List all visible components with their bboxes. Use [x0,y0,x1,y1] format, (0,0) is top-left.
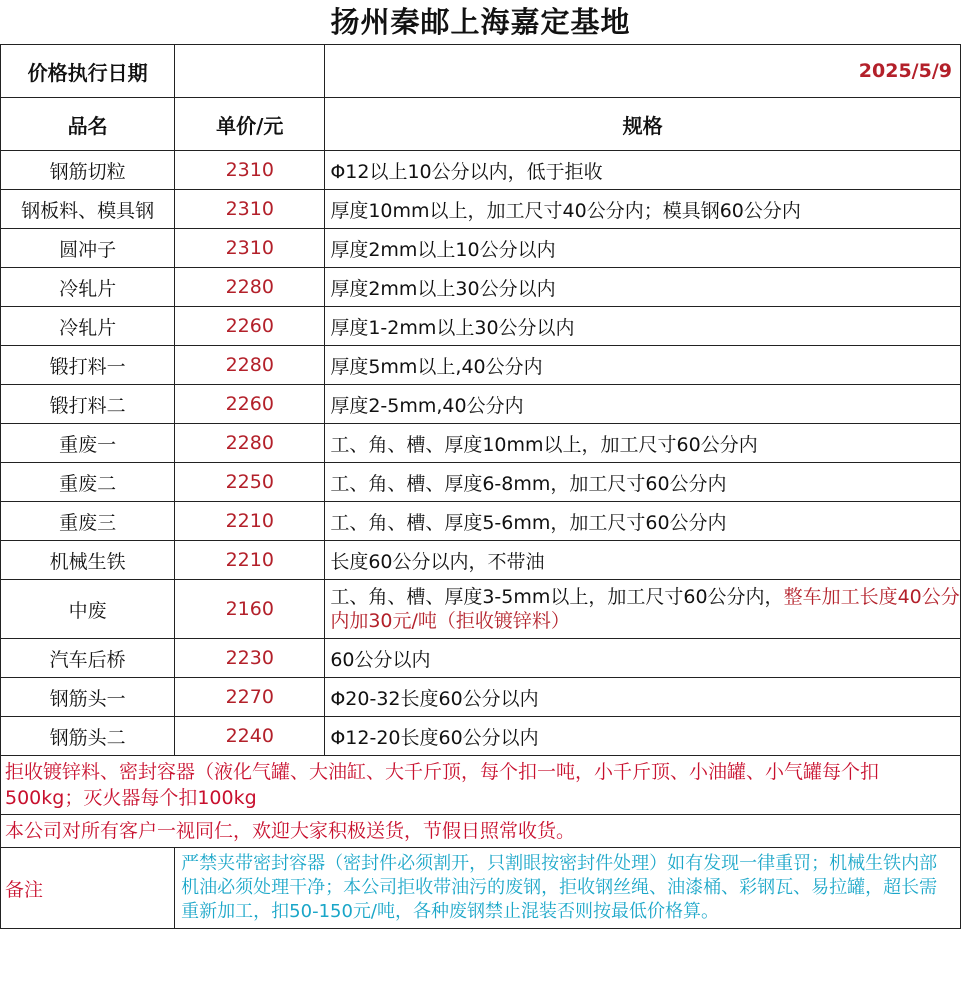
item-price: 2270 [175,678,325,717]
table-row [1,639,961,678]
item-spec: 60公分以内 [325,639,961,678]
item-spec-text: 工、角、槽、厚度3-5mm以上，加工尺寸60公分内， [330,586,784,608]
table-row [1,502,961,541]
item-spec: 工、角、槽、厚度6-8mm，加工尺寸60公分内 [325,463,961,502]
item-price: 2260 [175,385,325,424]
item-spec: Φ12以上10公分以内，低于拒收 [325,151,961,190]
item-name: 钢筋头二 [1,717,175,756]
item-price: 2280 [175,424,325,463]
date-empty-cell [175,45,325,98]
date-row [1,45,961,98]
item-price: 2260 [175,307,325,346]
item-price: 2210 [175,502,325,541]
item-spec: Φ20-32长度60公分以内 [325,678,961,717]
item-price: 2280 [175,268,325,307]
table-row [1,541,961,580]
header-spec: 规格 [325,98,961,151]
remark-row [1,848,961,929]
item-name: 重废二 [1,463,175,502]
table-row [1,717,961,756]
item-name: 钢筋头一 [1,678,175,717]
table-row [1,307,961,346]
table-row [1,229,961,268]
header-row [1,98,961,151]
item-spec: 工、角、槽、厚度5-6mm，加工尺寸60公分内 [325,502,961,541]
price-table [0,44,961,929]
note-row-2 [1,815,961,848]
item-price: 2210 [175,541,325,580]
table-row [1,346,961,385]
table-row [1,385,961,424]
item-name: 圆冲子 [1,229,175,268]
item-name: 钢筋切粒 [1,151,175,190]
table-row-special [1,580,961,639]
note-row-1 [1,756,961,815]
item-name: 重废三 [1,502,175,541]
page-title: 扬州秦邮上海嘉定基地 [330,5,631,39]
item-name: 冷轧片 [1,268,175,307]
item-spec: 工、角、槽、厚度10mm以上，加工尺寸60公分内 [325,424,961,463]
item-spec: 厚度2-5mm,40公分内 [325,385,961,424]
remark-label: 备注 [1,848,175,929]
item-price: 2230 [175,639,325,678]
item-name: 汽车后桥 [1,639,175,678]
item-name: 锻打料二 [1,385,175,424]
item-spec: 厚度2mm以上10公分以内 [325,229,961,268]
item-name: 重废一 [1,424,175,463]
table-row [1,463,961,502]
item-spec: Φ12-20长度60公分以内 [325,717,961,756]
item-spec-highlight: 整车加工长度40公分内加30元/吨（拒收镀锌料） [330,586,960,632]
table-row [1,151,961,190]
header-price: 单价/元 [175,98,325,151]
item-name: 钢板料、模具钢 [1,190,175,229]
item-price: 2280 [175,346,325,385]
item-price: 2310 [175,151,325,190]
table-row [1,190,961,229]
date-value: 2025/5/9 [325,45,961,98]
table-row [1,268,961,307]
table-row [1,424,961,463]
item-price: 2160 [175,580,325,639]
item-spec: 长度60公分以内，不带油 [325,541,961,580]
remark-text: 严禁夹带密封容器（密封件必须割开，只割眼按密封件处理）如有发现一律重罚；机械生铁内部机油必须处理干净；本公司拒收带油污的废钢，拒收钢丝绳、油漆桶、彩钢瓦、易拉罐，超长需重新加工，扣50-150元/吨，各种废钢禁止混装否则按最低价格算。 [175,848,961,929]
item-spec: 厚度5mm以上,40公分内 [325,346,961,385]
item-price: 2250 [175,463,325,502]
item-name: 机械生铁 [1,541,175,580]
table-row [1,678,961,717]
item-spec: 厚度1-2mm以上30公分以内 [325,307,961,346]
note-welcome: 本公司对所有客户一视同仁，欢迎大家积极送货，节假日照常收货。 [1,815,961,848]
item-name: 锻打料一 [1,346,175,385]
item-spec: 厚度10mm以上，加工尺寸40公分内；模具钢60公分内 [325,190,961,229]
item-spec: 厚度2mm以上30公分以内 [325,268,961,307]
item-price: 2240 [175,717,325,756]
item-name: 冷轧片 [1,307,175,346]
item-name: 中废 [1,580,175,639]
header-name: 品名 [1,98,175,151]
item-price: 2310 [175,190,325,229]
item-spec [325,580,961,639]
item-price: 2310 [175,229,325,268]
date-label: 价格执行日期 [1,45,175,98]
note-rejection: 拒收镀锌料、密封容器（液化气罐、大油缸、大千斤顶，每个扣一吨，小千斤顶、小油罐、小气罐每个扣500kg；灭火器每个扣100kg [1,756,961,815]
